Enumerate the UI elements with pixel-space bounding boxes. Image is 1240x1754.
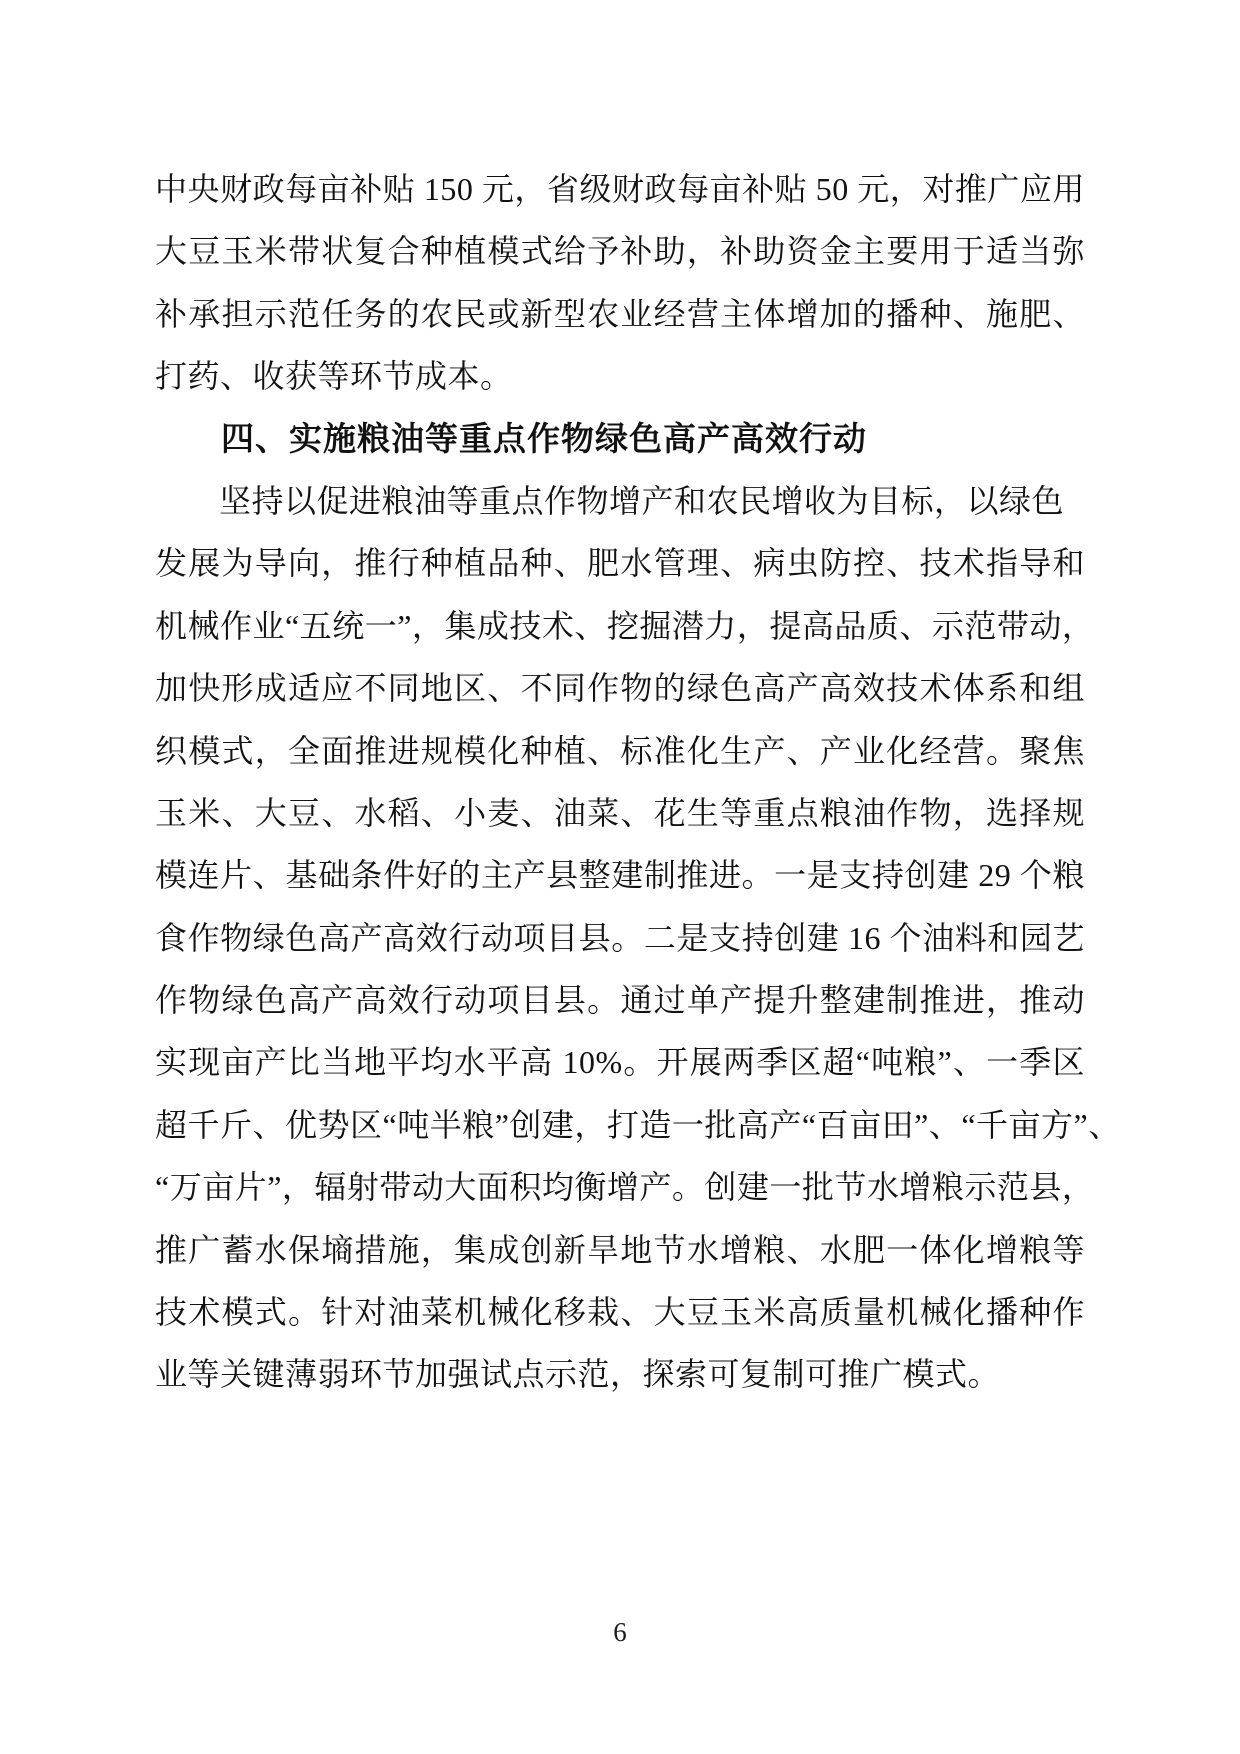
paragraph-line: 机械作业“五统一”，集成技术、挖掘潜力，提高品质、示范带动， [155, 607, 1095, 644]
paragraph-line: 大豆玉米带状复合种植模式给予补助，补助资金主要用于适当弥 [155, 233, 1085, 270]
page-number: 6 [613, 1617, 627, 1647]
paragraph-line: 作物绿色高产高效行动项目县。通过单产提升整建制推进，推动 [155, 982, 1085, 1019]
section-heading: 四、实施粮油等重点作物绿色高产高效行动 [221, 419, 867, 457]
paragraph-line: “万亩片”，辐射带动大面积均衡增产。创建一批节水增粮示范县， [155, 1169, 1095, 1206]
paragraph-line: 超千斤、优势区“吨半粮”创建，打造一批高产“百亩田”、“千亩方”、 [155, 1106, 1121, 1143]
paragraph-line: 中央财政每亩补贴 150 元，省级财政每亩补贴 50 元，对推广应用 [155, 171, 1085, 207]
paragraph-line: 加快形成适应不同地区、不同作物的绿色高产高效技术体系和组 [155, 670, 1085, 707]
paragraph-line: 业等关键薄弱环节加强试点示范，探索可复制可推广模式。 [155, 1356, 1001, 1393]
paragraph-line: 发展为导向，推行种植品种、肥水管理、病虫防控、技术指导和 [155, 545, 1085, 582]
text-block [155, 158, 1121, 1406]
paragraph-line: 技术模式。针对油菜机械化移栽、大豆玉米高质量机械化播种作 [155, 1294, 1085, 1331]
paragraph-line: 模连片、基础条件好的主产县整建制推进。一是支持创建 29 个粮 [155, 857, 1085, 894]
paragraph-line: 打药、收获等环节成本。 [155, 358, 513, 395]
paragraph-line: 坚持以促进粮油等重点作物增产和农民增收为目标，以绿色 [219, 482, 1065, 519]
paragraph-line: 玉米、大豆、水稻、小麦、油菜、花生等重点粮油作物，选择规 [155, 794, 1085, 831]
paragraph-line: 食作物绿色高产高效行动项目县。二是支持创建 16 个油料和园艺 [155, 919, 1085, 956]
paragraph-line: 织模式，全面推进规模化种植、标准化生产、产业化经营。聚焦 [155, 732, 1085, 769]
paragraph-line: 实现亩产比当地平均水平高 10%。开展两季区超“吨粮”、一季区 [155, 1044, 1085, 1081]
paragraph-line: 推广蓄水保墒措施，集成创新旱地节水增粮、水肥一体化增粮等 [155, 1231, 1085, 1268]
paragraph-line: 补承担示范任务的农民或新型农业经营主体增加的播种、施肥、 [155, 295, 1085, 332]
